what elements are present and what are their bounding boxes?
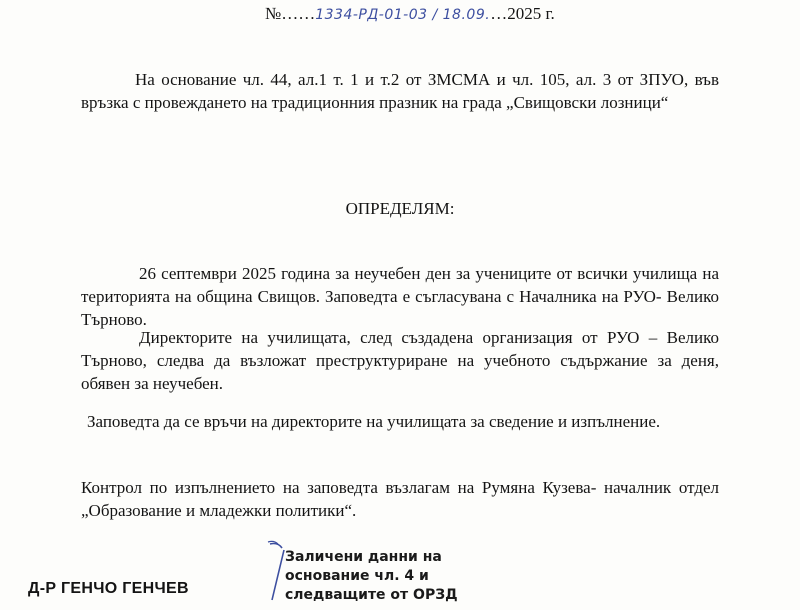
redaction-line: следващите от ОРЗД bbox=[285, 587, 458, 603]
number-dots: … bbox=[490, 4, 508, 23]
handwritten-order-number: 1334-РД-01-03 / 18.09. bbox=[315, 7, 491, 23]
paragraph-control: Контрол по изпълнението на заповедта възлагам на Румяна Кузева- началник отдел „Образование и младежки политики“. bbox=[81, 478, 719, 520]
paragraph-delivery: Заповедта да се връчи на директорите на училищата за сведение и изпълнение. bbox=[87, 412, 661, 431]
redaction-line: Заличени данни на bbox=[285, 549, 442, 565]
order-year: 2025 г. bbox=[507, 4, 555, 23]
number-sign: № bbox=[265, 4, 282, 23]
signer-name: Д-Р ГЕНЧО ГЕНЧЕВ bbox=[28, 580, 189, 597]
paragraph-directors: Директорите на училищата, след създадена организация от РУО – Велико Търново, следва да възложат преструктуриране на учебното съдържание за деня, обявен за неучебен. bbox=[81, 328, 719, 393]
order-number-line: №……1334-РД-01-03 / 18.09.…2025 г. bbox=[265, 4, 555, 23]
redaction-line: основание чл. 4 и bbox=[285, 568, 429, 584]
order-heading: ОПРЕДЕЛЯМ: bbox=[345, 199, 455, 218]
redaction-note bbox=[285, 548, 458, 605]
preamble-paragraph: На основание чл. 44, ал.1 т. 1 и т.2 от ЗМСМА и чл. 105, ал. 3 от ЗПУО, във връзка с провеждането на традиционния празник на града „Свищовски лозници“ bbox=[81, 70, 719, 112]
paragraph-non-school-day: 26 септември 2025 година за неучебен ден за учениците от всички училища на територията на община Свищов. Заповедта е съгласувана с Началника на РУО- Велико Търново. bbox=[81, 264, 719, 329]
